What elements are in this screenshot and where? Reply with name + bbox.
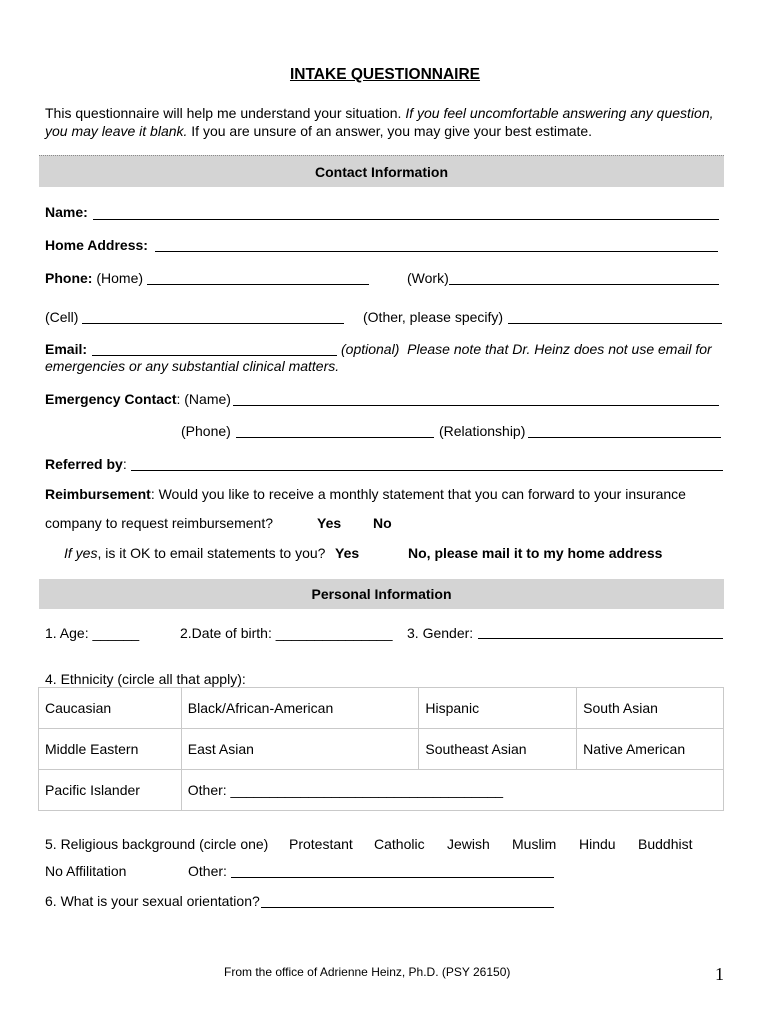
emergency-contact-name-field[interactable] [233, 405, 719, 406]
reimbursement-question: Reimbursement: Would you like to receive a monthly statement that you can forward to your insurance [45, 486, 686, 502]
phone-work-field[interactable] [449, 284, 719, 285]
religion-other-label: Other: [188, 863, 227, 879]
email-note-continued: emergencies or any substantial clinical matters. [45, 358, 340, 374]
religion-option-muslim[interactable]: Muslim [512, 836, 557, 852]
phone-other-label: (Other, please specify) [363, 309, 504, 325]
ethnicity-option[interactable]: Southeast Asian [419, 729, 577, 770]
religion-option-hindu[interactable]: Hindu [579, 836, 616, 852]
ethnicity-option[interactable]: Middle Eastern [39, 729, 182, 770]
table-row [39, 770, 724, 811]
ethnicity-option[interactable]: Pacific Islander [39, 770, 182, 811]
phone-cell-label: (Cell) [45, 309, 79, 325]
religion-other-field[interactable] [231, 877, 554, 878]
referred-by-label: Referred by: [45, 456, 127, 472]
contact-section-header: Contact Information [39, 155, 724, 187]
table-row [39, 688, 724, 729]
ethnicity-option[interactable]: Caucasian [39, 688, 182, 729]
religion-option-jewish[interactable]: Jewish [447, 836, 490, 852]
home-address-label: Home Address: [45, 237, 148, 253]
ethnicity-table [38, 687, 724, 811]
ethnicity-option[interactable]: Native American [577, 729, 724, 770]
ethnicity-label: 4. Ethnicity (circle all that apply): [45, 671, 246, 687]
email-statements-question: If yes, is it OK to email statements to you? [64, 545, 326, 561]
email-statements-yes-option[interactable]: Yes [335, 545, 360, 561]
phone-cell-field[interactable] [82, 323, 344, 324]
ethnicity-option[interactable]: Hispanic [419, 688, 577, 729]
name-label: Name: [45, 204, 88, 220]
email-label: Email: [45, 341, 88, 357]
emergency-phone-field[interactable] [236, 437, 434, 438]
sexual-orientation-field[interactable] [261, 907, 554, 908]
emergency-phone-label: (Phone) [181, 423, 231, 439]
sexual-orientation-label: 6. What is your sexual orientation? [45, 893, 260, 909]
name-field[interactable] [93, 219, 719, 220]
mail-statements-option[interactable]: No, please mail it to my home address [408, 545, 663, 561]
age-field[interactable]: 1. Age: ______ [45, 625, 140, 641]
reimbursement-no-option[interactable]: No [373, 515, 392, 531]
home-address-field[interactable] [155, 251, 718, 252]
reimbursement-question-continued: company to request reimbursement? [45, 515, 273, 531]
email-field[interactable] [92, 355, 337, 356]
intro-text: This questionnaire will help me understand your situation. [45, 105, 406, 121]
ethnicity-option[interactable]: Black/African-American [181, 688, 419, 729]
gender-label: 3. Gender: [407, 625, 474, 641]
ethnicity-option[interactable]: South Asian [577, 688, 724, 729]
religion-option-no-affiliation[interactable]: No Affilitation [45, 863, 127, 879]
ethnicity-other-field[interactable]: Other: ___________________________________ [181, 770, 723, 811]
phone-home-field[interactable] [147, 284, 369, 285]
intro-paragraph [45, 104, 735, 140]
phone-home-label: Phone: (Home) [45, 270, 144, 286]
intro-italic-text: If you feel uncomfortable answering any question, you may leave it blank. [45, 105, 714, 139]
referred-by-field[interactable] [131, 470, 723, 471]
personal-section-header: Personal Information [39, 579, 724, 609]
religion-option-protestant[interactable]: Protestant [289, 836, 353, 852]
intro-text-end: If you are unsure of an answer, you may give your best estimate. [187, 123, 593, 139]
page-number: 1 [715, 964, 724, 984]
religion-option-buddhist[interactable]: Buddhist [638, 836, 693, 852]
gender-field[interactable] [478, 638, 723, 639]
religion-option-catholic[interactable]: Catholic [374, 836, 425, 852]
page-title: INTAKE QUESTIONNAIRE [289, 66, 481, 83]
emergency-contact-name-label: Emergency Contact: (Name) [45, 391, 231, 407]
reimbursement-yes-option[interactable]: Yes [317, 515, 342, 531]
religion-label: 5. Religious background (circle one) [45, 836, 269, 852]
phone-work-label: (Work) [407, 270, 449, 286]
emergency-relationship-label: (Relationship) [439, 423, 526, 439]
ethnicity-option[interactable]: East Asian [181, 729, 419, 770]
phone-other-field[interactable] [508, 323, 722, 324]
footer-office: From the office of Adrienne Heinz, Ph.D. (PSY 26150) [224, 965, 511, 979]
emergency-relationship-field[interactable] [528, 437, 721, 438]
table-row [39, 729, 724, 770]
email-note: (optional) Please note that Dr. Heinz does not use email for [341, 341, 712, 357]
date-of-birth-field[interactable]: 2.Date of birth: _______________ [180, 625, 393, 641]
